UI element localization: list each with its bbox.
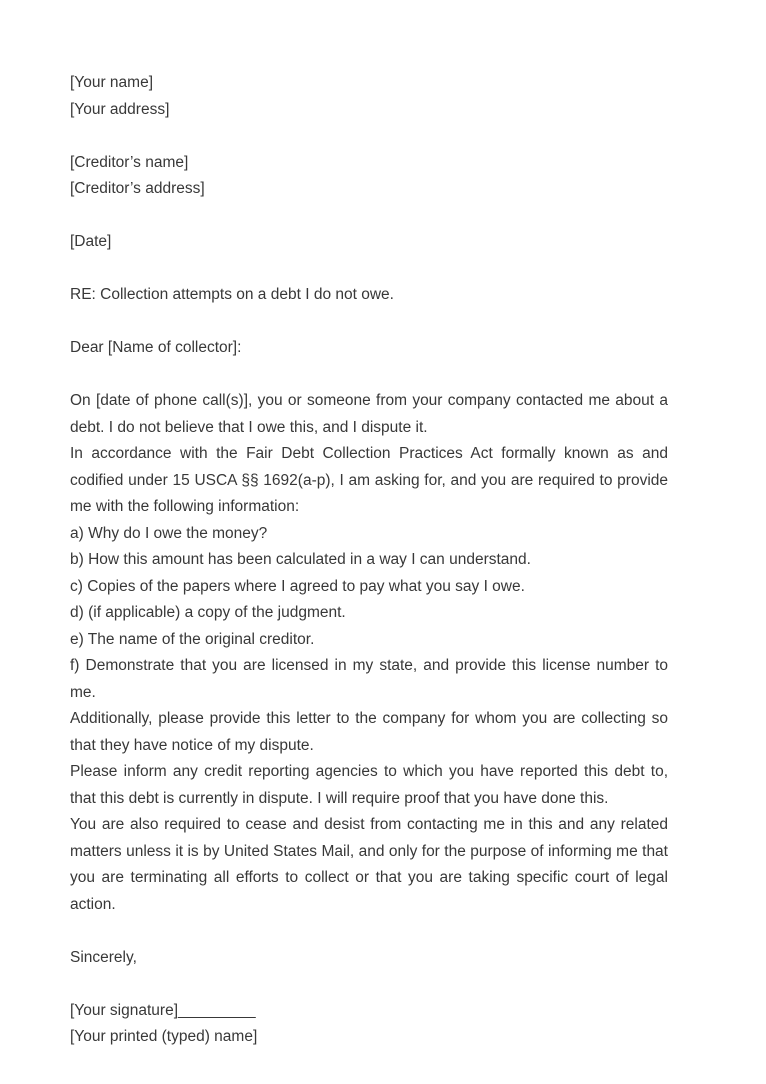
letter-body (70, 388, 668, 918)
signature-line (70, 998, 668, 1025)
signature-label: [Your signature] (70, 1001, 179, 1019)
list-item: e) The name of the original creditor. (70, 630, 315, 648)
paragraph: Additionally, please provide this letter to the company for whom you are collecting so that they have notice of my dispute. (70, 710, 668, 754)
sender-name: [Your name] (70, 74, 154, 91)
list-item: f) Demonstrate that you are licensed in my state, and provide this license number to me. (70, 657, 668, 701)
signature-block (70, 998, 668, 1051)
paragraph: Please inform any credit reporting agencies to which you have reported this debt to, that this debt is currently in dispute. I will require proof that you have done this. (70, 763, 668, 807)
recipient-block (70, 150, 668, 203)
sender-address: [Your address] (70, 100, 170, 118)
list-item: c) Copies of the papers where I agreed to pay what you say I owe. (70, 577, 525, 595)
printed-name: [Your printed (typed) name] (70, 1028, 258, 1045)
salutation: Dear [Name of collector]: (70, 339, 242, 356)
paragraph: You are also required to cease and desist from contacting me in this and any related matters unless it is by United States Mail, and only for the purpose of informing me that you are terminating all efforts to collect or that you are taking specific court of legal action. (70, 816, 668, 913)
paragraph: In accordance with the Fair Debt Collection Practices Act formally known as and codified under 15 USCA §§ 1692(a-p), I am asking for, and you are required to provide me with the following information: (70, 445, 668, 515)
list-item: a) Why do I owe the money? (70, 524, 268, 542)
list-item: d) (if applicable) a copy of the judgment. (70, 604, 346, 621)
closing: Sincerely, (70, 948, 137, 966)
subject-line: RE: Collection attempts on a debt I do not owe. (70, 286, 394, 303)
paragraph: On [date of phone call(s)], you or someone from your company contacted me about a debt. I do not believe that I owe this, and I dispute it. (70, 392, 668, 436)
date-line: [Date] (70, 233, 112, 250)
list-item: b) How this amount has been calculated in a way I can understand. (70, 551, 531, 568)
signature-underline: _________ (178, 1001, 256, 1019)
creditor-address: [Creditor’s address] (70, 180, 205, 197)
creditor-name: [Creditor’s name] (70, 153, 189, 171)
sender-block (70, 70, 668, 123)
